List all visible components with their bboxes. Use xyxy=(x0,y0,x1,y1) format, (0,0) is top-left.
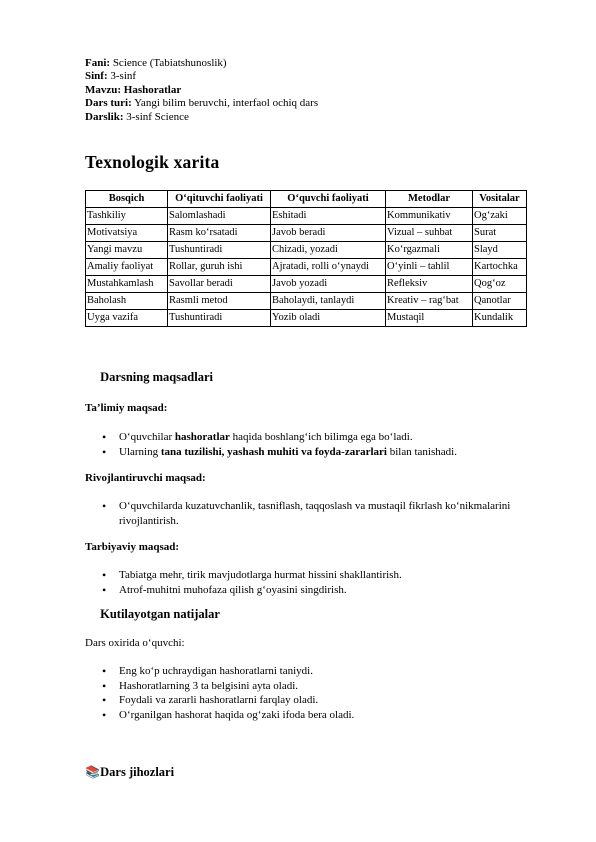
educational-goal-list xyxy=(102,430,562,459)
table-row xyxy=(86,310,527,327)
results-list xyxy=(102,664,562,723)
list-item: • Hashoratlarning 3 ta belgisini ayta oladi. xyxy=(102,679,562,694)
column-header: Vositalar xyxy=(473,191,527,208)
results-heading xyxy=(85,607,220,622)
table-cell: O‘yinli – tahlil xyxy=(386,259,473,276)
lesson-type-line: Dars turi: Yangi bilim beruvchi, interfaol ochiq dars xyxy=(85,97,319,110)
objectives-heading xyxy=(85,370,213,385)
list-item: • Ularning tana tuzilishi, yashash muhiti va foyda-zararlari bilan tanishadi. xyxy=(102,445,562,460)
list-item: • O‘quvchilarda kuzatuvchanlik, tasniflash, taqqoslash va mustaqil fikrlash ko‘nikmalarini rivojlantirish. xyxy=(102,499,562,528)
table-cell: Mustaqil xyxy=(386,310,473,327)
table-cell: Ajratadi, rolli o‘ynaydi xyxy=(271,259,386,276)
list-item: • Atrof-muhitni muhofaza qilish g‘oyasini singdirish. xyxy=(102,583,562,598)
tech-map-title: Texnologik xarita xyxy=(85,152,220,172)
list-item: • Tabiatga mehr, tirik mavjudotlarga hurmat hissini shakllantirish. xyxy=(102,568,562,583)
developmental-goal-list xyxy=(102,499,562,528)
table-row xyxy=(86,276,527,293)
table-cell: Chizadi, yozadi xyxy=(271,242,386,259)
table-cell: Baholash xyxy=(86,293,168,310)
table-cell: Yozib oladi xyxy=(271,310,386,327)
table-row xyxy=(86,242,527,259)
table-cell: Surat xyxy=(473,225,527,242)
books-icon: 📚 xyxy=(85,765,100,779)
table-cell: Rasm ko‘rsatadi xyxy=(168,225,271,242)
table-cell: Kundalik xyxy=(473,310,527,327)
table-cell: Baholaydi, tanlaydi xyxy=(271,293,386,310)
table-cell: Yangi mavzu xyxy=(86,242,168,259)
table-header-row xyxy=(86,191,527,208)
table-cell: Mustahkamlash xyxy=(86,276,168,293)
upbringing-goal-heading: Tarbiyaviy maqsad: xyxy=(85,541,180,553)
tech-map-table xyxy=(85,190,527,327)
table-cell: Rollar, guruh ishi xyxy=(168,259,271,276)
results-title: Kutilayotgan natijalar xyxy=(100,607,220,621)
column-header: Metodlar xyxy=(386,191,473,208)
list-item: • O‘rganilgan hashorat haqida og‘zaki ifoda bera oladi. xyxy=(102,708,562,723)
table-cell: Slayd xyxy=(473,242,527,259)
table-row xyxy=(86,293,527,310)
list-item: • Foydali va zararli hashoratlarni farqlay oladi. xyxy=(102,693,562,708)
table-row xyxy=(86,208,527,225)
objectives-title: Darsning maqsadlari xyxy=(100,370,213,384)
table-cell: Javob beradi xyxy=(271,225,386,242)
table-cell: Tushuntiradi xyxy=(168,242,271,259)
equipment-title: Dars jihozlari xyxy=(100,765,175,779)
topic-line: Mavzu: Hashoratlar xyxy=(85,83,182,96)
table-cell: Refleksiv xyxy=(386,276,473,293)
list-item: • O‘quvchilar hashoratlar haqida boshlang‘ich bilimga ega bo‘ladi. xyxy=(102,430,562,445)
developmental-goal-heading: Rivojlantiruvchi maqsad: xyxy=(85,472,206,484)
table-cell: Vizual – suhbat xyxy=(386,225,473,242)
table-cell: Og‘zaki xyxy=(473,208,527,225)
column-header: Bosqich xyxy=(86,191,168,208)
table-cell: Tushuntiradi xyxy=(168,310,271,327)
table-cell: Uyga vazifa xyxy=(86,310,168,327)
table-cell: Eshitadi xyxy=(271,208,386,225)
table-row xyxy=(86,259,527,276)
table-cell: Qanotlar xyxy=(473,293,527,310)
subject-line: Fani: Science (Tabiatshunoslik) xyxy=(85,57,227,69)
table-cell: Kommunikativ xyxy=(386,208,473,225)
table-cell: Rasmli metod xyxy=(168,293,271,310)
table-cell: Javob yozadi xyxy=(271,276,386,293)
table-row xyxy=(86,225,527,242)
equipment-heading xyxy=(85,765,174,780)
results-intro: Dars oxirida o‘quvchi: xyxy=(85,637,185,649)
table-cell: Ko‘rgazmali xyxy=(386,242,473,259)
table-cell: Kreativ – rag‘bat xyxy=(386,293,473,310)
list-item: • Eng ko‘p uchraydigan hashoratlarni taniydi. xyxy=(102,664,562,679)
lesson-info xyxy=(85,57,318,124)
table-cell: Kartochka xyxy=(473,259,527,276)
educational-goal-heading: Ta’limiy maqsad: xyxy=(85,402,168,414)
table-cell: Tashkiliy xyxy=(86,208,168,225)
grade-line: Sinf: 3-sinf xyxy=(85,70,137,83)
upbringing-goal-list xyxy=(102,568,562,597)
table-cell: Salomlashadi xyxy=(168,208,271,225)
table-cell: Motivatsiya xyxy=(86,225,168,242)
column-header: O‘qituvchi faoliyati xyxy=(168,191,271,208)
column-header: O‘quvchi faoliyati xyxy=(271,191,386,208)
table-cell: Qog‘oz xyxy=(473,276,527,293)
table-cell: Amaliy faoliyat xyxy=(86,259,168,276)
textbook-line: Darslik: 3-sinf Science xyxy=(85,110,189,123)
table-cell: Savollar beradi xyxy=(168,276,271,293)
